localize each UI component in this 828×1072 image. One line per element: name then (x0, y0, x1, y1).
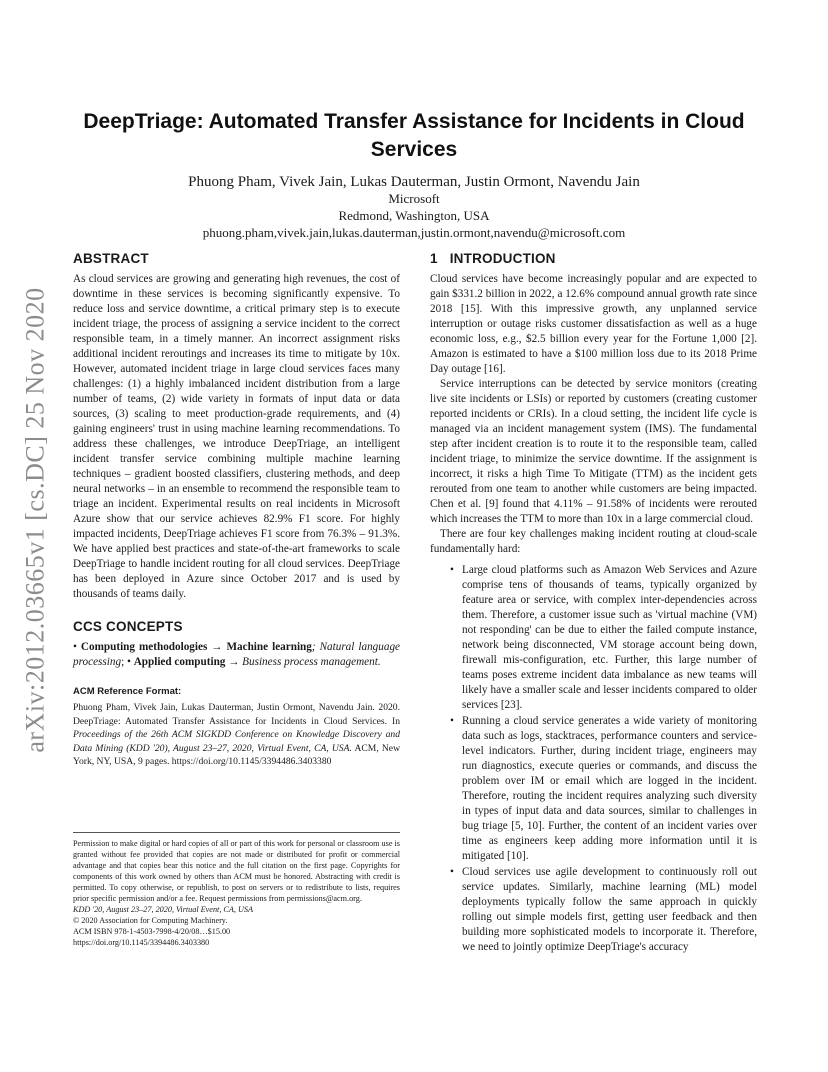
author-list: Phuong Pham, Vivek Jain, Lukas Dauterman, Justin Ormont, Navendu Jain (188, 174, 640, 190)
acm-reference-venue: Proceedings of the 26th ACM SIGKDD Conference on Knowledge Discovery and Data Mining (KDD '20), August 23–27, 2020, Virtual Event, CA, USA. (73, 729, 400, 754)
right-column (430, 251, 757, 956)
ccs-item-1-secondary: ; Natural language processing (73, 641, 401, 668)
bullet-marker: • (450, 564, 454, 576)
conference-line: KDD '20, August 23–27, 2020, Virtual Event, CA, USA (73, 905, 253, 914)
copyright-line: © 2020 Association for Computing Machinery. (73, 916, 228, 925)
introduction-heading (430, 251, 757, 267)
left-column (73, 251, 400, 769)
footnote-divider (73, 832, 400, 833)
permission-notice: Permission to make digital or hard copies of all or part of this work for personal or classroom use is granted without fee provided that copies are not made or distributed for profit or commercial advantage and that copies bear this notice and the full citation on the first page. Copyrights for components of this work owned by others than ACM must be honored. Abstracting with credit is permitted. To copy otherwise, or republish, to post on servers or to redistribute to lists, requires prior specific permission and/or a fee. Request permissions from permissions@acm.org. (73, 839, 400, 903)
challenges-list (430, 563, 757, 955)
list-item (430, 865, 757, 955)
list-item-text: Running a cloud service generates a wide variety of monitoring data such as logs, stacktraces, performance counters and service-level indicators. Further, during incident triage, engineers may run diagnostics, execute queries or commands, and discuss the problem over IM or email which are logged in the incident. Therefore, routing the incident requires analyzing such diversity in types of input data and data sources, similar to challenges in bug triage [5, 10]. Further, the content of an incident varies over time as engineers keep adding more information until it is mitigated [10]. (462, 715, 757, 862)
section-title: INTRODUCTION (449, 251, 556, 266)
list-item-text: Large cloud platforms such as Amazon Web Services and Azure comprise tens of thousands of teams, typically organized by feature area or service, with complex inter-dependencies across them. Therefore, a customer issue such as 'virtual machine (VM) not responding' can be due to either the failed compute instance, network being disconnected, VM storage account being down, firewall mis-configuration, etc. Further, this large number of teams poses extreme incident data imbalance as new teams will likely have a smaller scale and lesser incidents compared to older services [23]. (462, 564, 757, 711)
abstract-heading: ABSTRACT (73, 251, 149, 266)
acm-reference-citation: Phuong Pham, Vivek Jain, Lukas Dauterman, Justin Ormont, Navendu Jain. 2020. DeepTriage: Automated Transfer Assistance for Incidents in Cloud Services. In (73, 702, 400, 727)
acm-reference-text (73, 701, 400, 769)
paper-title: DeepTriage: Automated Transfer Assistance for Incidents in Cloud Services (83, 110, 745, 161)
author-emails: phuong.pham,vivek.jain,lukas.dauterman,justin.ormont,navendu@microsoft.com (202, 225, 626, 240)
abstract-text: As cloud services are growing and generating high revenues, the cost of downtime in these services is becoming significantly expensive. To reduce loss and service downtime, a critical primary step is to execute incident triage, the process of assigning a service incident to the correct responsible team, in a timely manner. An incorrect assignment risks additional incident reroutings and increases its time to mitigate by 10x. However, automated incident triage in large cloud services faces many challenges: (1) a highly imbalanced incident distribution from a large number of teams, (2) wide variety in formats of input data or data sources, (3) scaling to meet production-grade requirements, and (4) gaining engineers' trust in using machine learning recommendations. To address these challenges, we introduce DeepTriage, an intelligent incident transfer service combining multiple machine learning techniques – gradient boosted classifiers, clustering methods, and deep neural networks – in an ensemble to recommend the responsible team to triage an incident. Experimental results on real incidents in Microsoft Azure show that our service achieves 82.9% F1 score. For highly impacted incidents, DeepTriage achieves F1 score from 76.3% – 91.3%. We have applied best practices and state-of-the-art frameworks to scale DeepTriage to handle incident routing for all cloud services. DeepTriage has been deployed in Azure since October 2017 and is used by thousands of teams daily. (73, 273, 400, 600)
affiliation-org: Microsoft (388, 191, 440, 206)
abstract-body (73, 272, 400, 602)
list-item-text: Cloud services use agile development to continuously roll out service updates. Similarly, machine learning (ML) model deployments typically follow the same approach in quickly rolling out simple models first, getting user feedback and then building more sophisticated models to incorporate it. Therefore, we need to jointly optimize DeepTriage's accuracy (462, 866, 757, 953)
ccs-item-1-primary: Computing methodologies → Machine learning (80, 641, 312, 653)
copyright-footnote (73, 838, 400, 948)
intro-paragraph: Cloud services have become increasingly popular and are expected to gain $331.2 billion in 2022, a 12.6% compound annual growth rate since 2018 [15]. With this impressive growth, any unplanned service interruption or outage risks customer dissatisfaction as well as a huge economic loss, e.g., $2.5 billion every year for the Fortune 1,000 [2]. Amazon is estimated to have a $100 million loss due to its 2018 Prime Day outage [16]. (430, 273, 757, 375)
doi-line: https://doi.org/10.1145/3394486.3403380 (73, 938, 210, 947)
acm-reference-heading: ACM Reference Format: (73, 686, 182, 697)
intro-paragraph: Service interruptions can be detected by service monitors (creating live site incidents or LSIs) or reported by customers (creating customer reported incidents or CRIs). In a cloud setting, the incident life cycle is managed via an incident management system (IMS). The fundamental step after incident creation is to route it to the responsible team, called incident triage, to minimize the service downtime. If the assignment is incorrect, it risks a high Time To Mitigate (TTM) as the incident gets rerouted from one team to another while customers are being impacted. Chen et al. [9] found that 4.11% – 91.58% of incidents were rerouted which increases the TTM to more than 10x in a large commercial cloud. (430, 378, 757, 525)
section-number: 1 (430, 251, 438, 266)
intro-paragraph: There are four key challenges making incident routing at cloud-scale fundamentally hard: (430, 528, 757, 555)
bullet-marker: • (450, 866, 454, 878)
ccs-item-2-secondary: → Business process management. (225, 656, 381, 668)
ccs-heading: CCS CONCEPTS (73, 619, 183, 634)
introduction-body (430, 272, 757, 557)
bullet-marker: • (450, 715, 454, 727)
list-item (430, 563, 757, 713)
list-item (430, 714, 757, 864)
ccs-item-2-primary: Applied computing (133, 656, 226, 668)
affiliation-location: Redmond, Washington, USA (338, 208, 490, 223)
arxiv-identifier-text: arXiv:2012.03665v1 [cs.DC] 25 Nov 2020 (21, 287, 51, 753)
isbn-line: ACM ISBN 978-1-4503-7998-4/20/08…$15.00 (73, 927, 231, 936)
acm-reference-publisher: ACM, New York, NY, USA, 9 pages. https://doi.org/10.1145/3394486.3403380 (73, 742, 400, 767)
arxiv-identifier-stamp (16, 280, 56, 760)
ccs-concepts: • Computing methodologies → Machine learning; Natural language processing; • Applied computing → Business process management. (73, 641, 401, 668)
